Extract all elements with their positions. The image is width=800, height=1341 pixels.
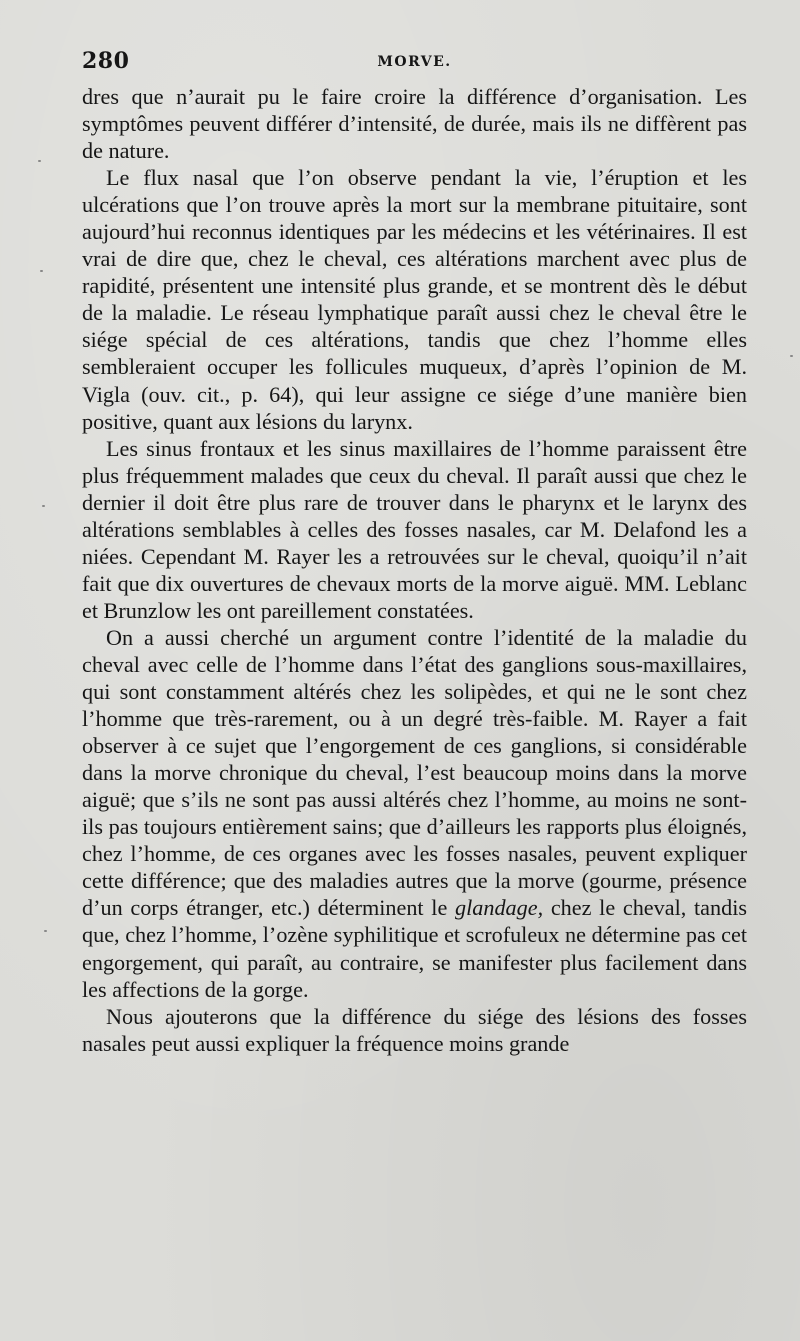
paragraph-4 [82, 624, 747, 1003]
body-text [82, 83, 747, 1057]
paper-speck [790, 355, 793, 357]
page-number: 280 [82, 48, 130, 74]
paragraph-5 [82, 1003, 747, 1057]
running-head [82, 48, 747, 78]
paragraph-5-text: Nous ajouterons que la différence du siége des lésions des fosses nasales peut aussi expliquer la fréquence moins grande [82, 1003, 747, 1056]
paper-speck [44, 930, 47, 932]
paragraph-2-text: Le flux nasal que l’on observe pendant la vie, l’éruption et les ulcérations que l’on trouve après la mort sur la membrane pituitaire, sont aujourd’hui reconnus identiques par les médecins et les vétérinaires. Il est vrai de dire que, chez le cheval, ces altérations marchent avec plus de rapidité, présentent une intensité plus grande, et se montrent dès le début de la maladie. Le réseau lymphatique paraît aussi chez le cheval être le siége spécial de ces altérations, tandis que chez l’homme elles sembleraient occuper les follicules muqueux, d’après l’opinion de M. Vigla (ouv. cit., p. 64), qui leur assigne ce siége d’une manière bien positive, quant aux lésions du larynx. [82, 165, 747, 434]
paragraph-3 [82, 435, 747, 624]
paragraph-2 [82, 164, 747, 434]
paper-speck [40, 270, 43, 272]
paragraph-4-italic-term: glandage, [455, 895, 544, 921]
paragraph-1-text: dres que n’aurait pu le faire croire la différence d’organisation. Les symptômes peuvent différer d’intensité, de durée, mais ils ne diffèrent pas de nature. [82, 84, 747, 164]
running-title: MORVE. [377, 54, 452, 70]
paper-speck [38, 160, 41, 162]
paragraph-4-text-end: chez le cheval, tandis que, chez l’homme, l’ozène syphilitique et scrofuleux ne détermine pas cet engorgement, qui paraît, au contraire, se manifester plus facilement dans les affections de la gorge. [82, 895, 747, 1002]
paragraph-1 [82, 83, 747, 164]
paragraph-4-text: On a aussi cherché un argument contre l’identité de la maladie du cheval avec celle de l’homme dans l’état des ganglions sous-maxillaires, qui sont constamment altérés chez les solipèdes, et qui ne le sont chez l’homme que très-rarement, ou à un degré très-faible. M. Rayer a fait observer à ce sujet que l’engorgement de ces ganglions, si considérable dans la morve chronique du cheval, l’est beaucoup moins dans la morve aiguë; que s’ils ne sont pas aussi altérés chez l’homme, au moins ne sont-ils pas toujours entièrement sains; que d’ailleurs les rapports plus éloignés, chez l’homme, de ces organes avec les fosses nasales, peuvent expliquer cette différence; que des maladies autres que la morve (gourme, présence d’un corps étranger, etc.) déterminent le [82, 624, 747, 921]
paragraph-3-text: Les sinus frontaux et les sinus maxillaires de l’homme paraissent être plus fréquemment malades que ceux du cheval. Il paraît aussi que chez le dernier il doit être plus rare de trouver dans le pharynx et le larynx des altérations semblables à celles des fosses nasales, car M. Delafond les a niées. Cependant M. Rayer les a retrouvées sur le cheval, quoiqu’il n’ait fait que dix ouvertures de chevaux morts de la morve aiguë. MM. Leblanc et Brunzlow les ont pareillement constatées. [82, 435, 747, 623]
paper-speck [42, 505, 45, 507]
